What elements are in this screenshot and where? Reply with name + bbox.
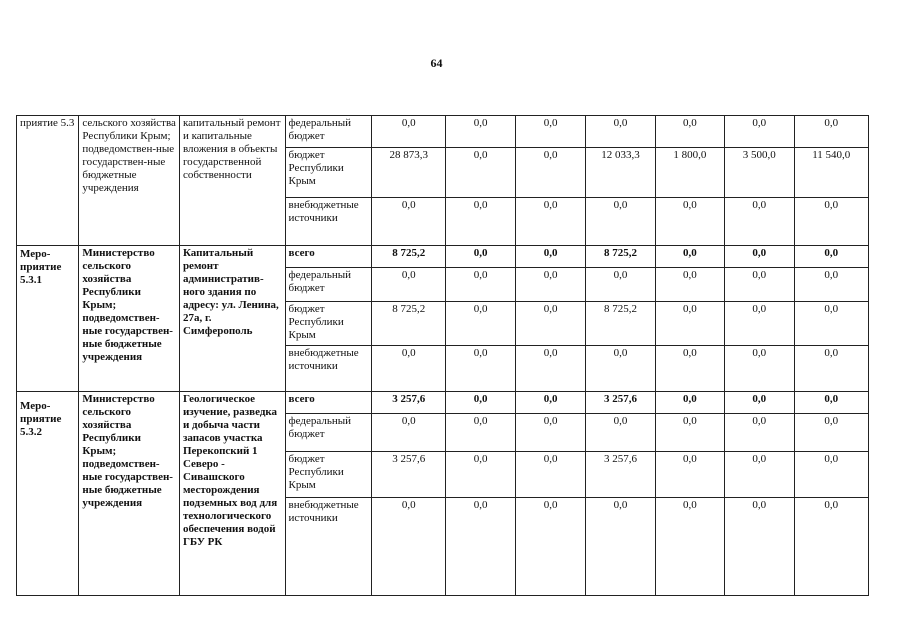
amount-cell: 0,0 xyxy=(446,116,515,148)
amount-cell: 1 800,0 xyxy=(655,148,724,198)
funding-source-label: внебюджетные источники xyxy=(285,346,372,392)
amount-cell: 0,0 xyxy=(794,246,869,268)
amount-cell: 8 725,2 xyxy=(586,302,655,346)
amount-cell: 0,0 xyxy=(655,268,724,302)
funding-source-label: бюджет Республики Крым xyxy=(285,452,372,498)
amount-cell: 0,0 xyxy=(515,116,585,148)
amount-cell: 0,0 xyxy=(446,452,515,498)
amount-cell: 0,0 xyxy=(794,116,869,148)
amount-cell: 12 033,3 xyxy=(586,148,655,198)
amount-cell: 0,0 xyxy=(725,346,794,392)
amount-cell: 0,0 xyxy=(655,346,724,392)
amount-cell: 0,0 xyxy=(515,246,585,268)
executor-cell: Министерство сельского хозяйства Республики Крым; подведомствен-ные государствен-ные бюджетные учреждения xyxy=(79,392,180,596)
funding-source-label: федеральный бюджет xyxy=(285,116,372,148)
amount-cell: 0,0 xyxy=(794,302,869,346)
amount-cell: 0,0 xyxy=(446,246,515,268)
amount-cell: 0,0 xyxy=(794,414,869,452)
funding-source-label: бюджет Республики Крым xyxy=(285,302,372,346)
amount-cell: 0,0 xyxy=(655,498,724,596)
amount-cell: 0,0 xyxy=(794,198,869,246)
amount-cell: 8 725,2 xyxy=(586,246,655,268)
amount-cell: 0,0 xyxy=(725,498,794,596)
amount-cell: 0,0 xyxy=(655,198,724,246)
amount-cell: 0,0 xyxy=(725,198,794,246)
amount-cell: 11 540,0 xyxy=(794,148,869,198)
amount-cell: 0,0 xyxy=(372,198,446,246)
amount-cell: 0,0 xyxy=(725,268,794,302)
amount-cell: 0,0 xyxy=(655,414,724,452)
amount-cell: 0,0 xyxy=(655,392,724,414)
event-cell: приятие 5.3 xyxy=(17,116,79,246)
amount-cell: 0,0 xyxy=(515,392,585,414)
amount-cell: 0,0 xyxy=(515,198,585,246)
amount-cell: 0,0 xyxy=(586,414,655,452)
amount-cell: 28 873,3 xyxy=(372,148,446,198)
amount-cell: 0,0 xyxy=(794,346,869,392)
amount-cell: 0,0 xyxy=(515,498,585,596)
amount-cell: 3 257,6 xyxy=(372,392,446,414)
amount-cell: 0,0 xyxy=(372,498,446,596)
amount-cell: 0,0 xyxy=(725,246,794,268)
amount-cell: 0,0 xyxy=(446,392,515,414)
funding-source-label: внебюджетные источники xyxy=(285,498,372,596)
funding-source-label: федеральный бюджет xyxy=(285,268,372,302)
amount-cell: 0,0 xyxy=(794,268,869,302)
funding-source-label: бюджет Республики Крым xyxy=(285,148,372,198)
amount-cell: 0,0 xyxy=(655,302,724,346)
amount-cell: 0,0 xyxy=(794,452,869,498)
table-row xyxy=(17,392,869,414)
amount-cell: 0,0 xyxy=(446,148,515,198)
amount-cell: 0,0 xyxy=(725,392,794,414)
funding-source-label: всего xyxy=(285,246,372,268)
funding-source-label: всего xyxy=(285,392,372,414)
amount-cell: 0,0 xyxy=(446,268,515,302)
amount-cell: 0,0 xyxy=(655,452,724,498)
amount-cell: 0,0 xyxy=(586,498,655,596)
amount-cell: 0,0 xyxy=(725,302,794,346)
description-cell: капитальный ремонт и капитальные вложения в объекты государственной собственности xyxy=(179,116,285,246)
amount-cell: 8 725,2 xyxy=(372,302,446,346)
amount-cell: 0,0 xyxy=(794,392,869,414)
executor-cell: сельского хозяйства Республики Крым; подведомствен-ные государствен-ные бюджетные учреждения xyxy=(79,116,180,246)
amount-cell: 0,0 xyxy=(586,268,655,302)
amount-cell: 8 725,2 xyxy=(372,246,446,268)
amount-cell: 0,0 xyxy=(446,302,515,346)
funding-source-label: федеральный бюджет xyxy=(285,414,372,452)
page-number: 64 xyxy=(430,56,443,70)
amount-cell: 0,0 xyxy=(655,116,724,148)
amount-cell: 0,0 xyxy=(372,346,446,392)
amount-cell: 0,0 xyxy=(655,246,724,268)
amount-cell: 0,0 xyxy=(725,116,794,148)
event-cell: Меро-приятие 5.3.1 xyxy=(17,246,79,392)
amount-cell: 0,0 xyxy=(586,346,655,392)
amount-cell: 0,0 xyxy=(725,452,794,498)
description-cell: Геологическое изучение, разведка и добыча части запасов участка Перекопский 1 Северо - Сивашского месторождения подземных вод для технологического обеспечения водой ГБУ РК xyxy=(179,392,285,596)
budget-table xyxy=(16,115,869,596)
amount-cell: 0,0 xyxy=(794,498,869,596)
amount-cell: 0,0 xyxy=(725,414,794,452)
amount-cell: 0,0 xyxy=(446,498,515,596)
amount-cell: 3 257,6 xyxy=(372,452,446,498)
amount-cell: 0,0 xyxy=(446,198,515,246)
amount-cell: 0,0 xyxy=(515,414,585,452)
amount-cell: 0,0 xyxy=(372,268,446,302)
table-row xyxy=(17,246,869,268)
amount-cell: 0,0 xyxy=(515,302,585,346)
amount-cell: 0,0 xyxy=(446,414,515,452)
executor-cell: Министерство сельского хозяйства Республики Крым; подведомствен-ные государствен-ные бюджетные учреждения xyxy=(79,246,180,392)
amount-cell: 0,0 xyxy=(515,452,585,498)
amount-cell: 0,0 xyxy=(586,198,655,246)
description-cell: Капитальный ремонт административ-ного здания по адресу: ул. Ленина, 27а, г. Симферополь xyxy=(179,246,285,392)
amount-cell: 0,0 xyxy=(515,268,585,302)
funding-source-label: внебюджетные источники xyxy=(285,198,372,246)
table-body xyxy=(17,116,869,596)
amount-cell: 3 500,0 xyxy=(725,148,794,198)
amount-cell: 3 257,6 xyxy=(586,392,655,414)
amount-cell: 0,0 xyxy=(446,346,515,392)
amount-cell: 0,0 xyxy=(372,116,446,148)
amount-cell: 0,0 xyxy=(372,414,446,452)
event-cell: Меро-приятие 5.3.2 xyxy=(17,392,79,596)
amount-cell: 0,0 xyxy=(586,116,655,148)
amount-cell: 0,0 xyxy=(515,346,585,392)
amount-cell: 3 257,6 xyxy=(586,452,655,498)
amount-cell: 0,0 xyxy=(515,148,585,198)
table-row xyxy=(17,116,869,148)
